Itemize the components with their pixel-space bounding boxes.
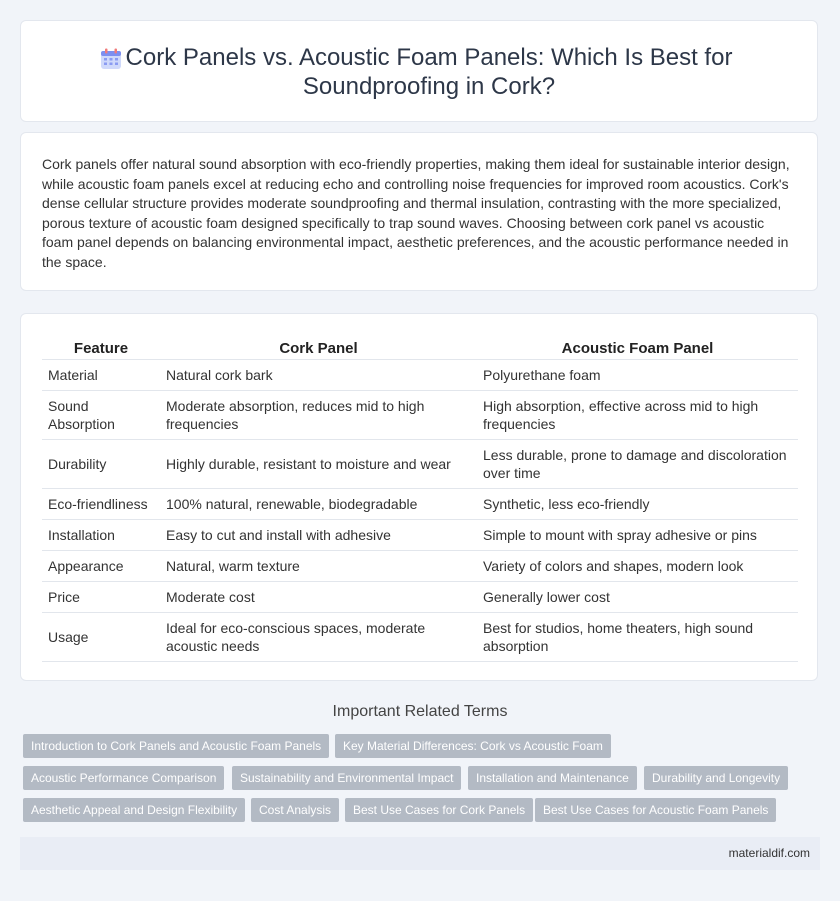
table-row [42,613,798,662]
foam-cell: High absorption, effective across mid to high frequencies [477,391,798,440]
table-row [42,551,798,582]
foam-cell: Polyurethane foam [477,360,798,391]
related-tag-acoustic-performance[interactable]: Acoustic Performance Comparison [23,766,224,790]
table-row [42,520,798,551]
related-terms-title: Important Related Terms [332,703,508,720]
header-acoustic-foam-panel: Acoustic Foam Panel [477,334,798,360]
footer-domain[interactable]: materialdif.com [728,846,810,860]
related-tag-sustainability[interactable]: Sustainability and Environmental Impact [232,766,461,790]
foam-cell: Variety of colors and shapes, modern look [477,551,798,582]
page-title: Cork Panels vs. Acoustic Foam Panels: Which Is Best for Soundproofing in Cork? [125,44,733,100]
cork-cell: 100% natural, renewable, biodegradable [160,489,477,520]
cork-cell: Easy to cut and install with adhesive [160,520,477,551]
cork-cell: Moderate absorption, reduces mid to high frequencies [160,391,477,440]
foam-cell: Generally lower cost [477,582,798,613]
feature-cell: Installation [42,520,160,551]
cork-cell: Moderate cost [160,582,477,613]
foam-cell: Best for studios, home theaters, high sound absorption [477,613,798,662]
feature-cell: Appearance [42,551,160,582]
feature-cell: Material [42,360,160,391]
cork-cell: Ideal for eco-conscious spaces, moderate acoustic needs [160,613,477,662]
related-tag-introduction[interactable]: Introduction to Cork Panels and Acoustic Foam Panels [23,734,329,758]
table-row [42,582,798,613]
footer [20,837,820,870]
foam-cell: Less durable, prone to damage and discoloration over time [477,440,798,489]
related-tag-cost-analysis[interactable]: Cost Analysis [251,798,339,822]
related-tag-installation[interactable]: Installation and Maintenance [468,766,637,790]
header-feature: Feature [42,334,160,360]
cork-cell: Natural cork bark [160,360,477,391]
feature-cell: Price [42,582,160,613]
table-header-row [42,334,798,360]
related-tag-cork-use-cases[interactable]: Best Use Cases for Cork Panels [345,798,533,822]
table-row [42,489,798,520]
feature-cell: Durability [42,440,160,489]
table-row [42,391,798,440]
related-tag-foam-use-cases[interactable]: Best Use Cases for Acoustic Foam Panels [535,798,776,822]
title-card [20,20,818,122]
foam-cell: Synthetic, less eco-friendly [477,489,798,520]
intro-paragraph: Cork panels offer natural sound absorption with eco-friendly properties, making them ideal for sustainable interior design, while acoustic foam panels excel at reducing echo and controlling noise frequencies for improved room acoustics. Cork's dense cellular structure provides moderate soundproofing and thermal insulation, contrasting with the more specialized, porous texture of acoustic foam designed specifically to trap sound waves. Choosing between cork panel vs acoustic foam panel depends on balancing environmental impact, aesthetic preferences, and the acoustic performance needed in the space. [42,156,790,270]
cork-cell: Natural, warm texture [160,551,477,582]
comparison-card [20,313,818,681]
feature-cell: Sound Absorption [42,391,160,440]
related-tag-aesthetic-appeal[interactable]: Aesthetic Appeal and Design Flexibility [23,798,245,822]
feature-cell: Usage [42,613,160,662]
foam-cell: Simple to mount with spray adhesive or pins [477,520,798,551]
comparison-table [42,334,798,662]
feature-cell: Eco-friendliness [42,489,160,520]
header-cork-panel: Cork Panel [160,334,477,360]
related-tag-material-differences[interactable]: Key Material Differences: Cork vs Acoustic Foam [335,734,611,758]
cork-cell: Highly durable, resistant to moisture and wear [160,440,477,489]
related-tag-durability[interactable]: Durability and Longevity [644,766,788,790]
intro-card [20,132,818,291]
table-row [42,440,798,489]
table-row [42,360,798,391]
